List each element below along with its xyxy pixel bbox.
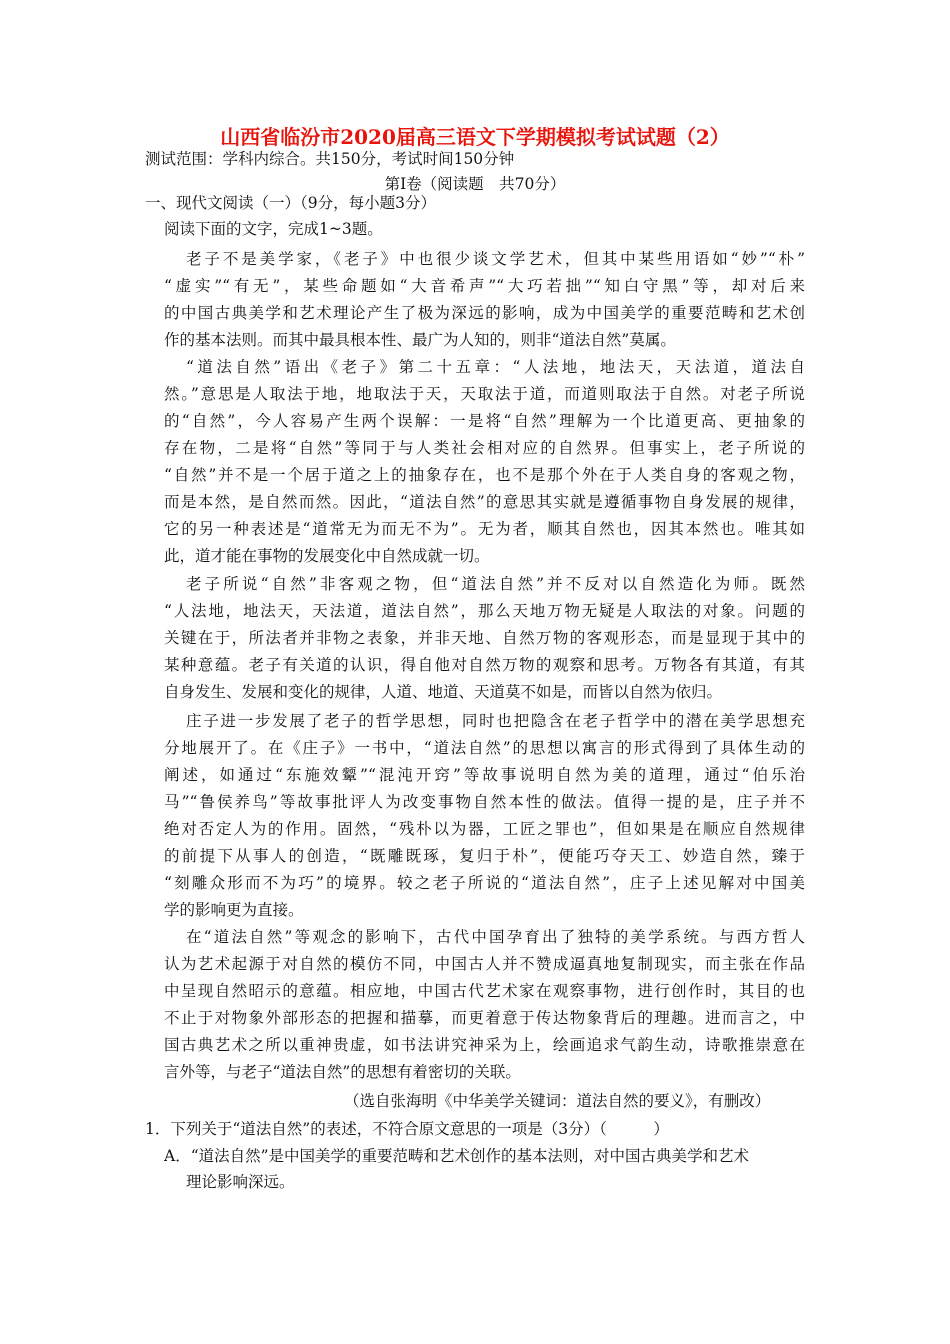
text-line: 存在物，二是将“自然”等同于与人类社会相对应的自然界。但事实上，老子所说的 [164, 439, 805, 457]
text-line: 国古典艺术之所以重神贵虚，如书法讲究神采为上，绘画追求气韵生动，诗歌推崇意在 [164, 1036, 805, 1054]
text-line: 它的另一种表述是“道常无为而无不为”。无为者，顺其自然也，因其本然也。唯其如 [164, 520, 805, 538]
question-1-option-a: A．“道法自然”是中国美学的重要范畴和艺术创作的基本法则，对中国古典美学和艺术 [164, 1147, 750, 1165]
text-line: 的前提下从事人的创造，“既雕既琢，复归于朴”，便能巧夺天工、妙造自然，臻于 [164, 847, 805, 865]
text-line: “虚实”“有无”，某些命题如“大音希声”“大巧若拙”“知白守黑”等，却对后来 [164, 277, 805, 295]
text-line: 自身发生、发展和变化的规律，人道、地道、天道莫不如是，而皆以自然为依归。 [164, 683, 723, 701]
question-1-option-a-cont: 理论影响深远。 [186, 1173, 295, 1191]
source-citation: （选自张海明《中华美学关键词：道法自然的要义》，有删改） [344, 1092, 771, 1110]
text-line: 庄子进一步发展了老子的哲学思想，同时也把隐含在老子哲学中的潜在美学思想充 [186, 712, 805, 730]
text-line: 然。”意思是人取法于地，地取法于天，天取法于道，而道则取法于自然。对老子所说 [164, 385, 805, 403]
test-scope: 测试范围：学科内综合。共150分，考试时间150分钟 [145, 150, 515, 168]
text-line: 此，道才能在事物的发展变化中自然成就一切。 [164, 547, 490, 565]
text-line: “人法地，地法天，天法道，道法自然”，那么天地万物无疑是人取法的对象。问题的 [164, 602, 805, 620]
text-line: 老子不是美学家，《老子》中也很少谈文学艺术，但其中某些用语如“妙”“朴” [186, 250, 805, 268]
text-line: 阐述，如通过“东施效颦”“混沌开窍”等故事说明自然为美的道理，通过“伯乐治 [164, 766, 805, 784]
document-title: 山西省临汾市2020届高三语文下学期模拟考试试题（2） [220, 125, 730, 149]
text-line: 分地展开了。在《庄子》一书中，“道法自然”的思想以寓言的形式得到了具体生动的 [164, 739, 805, 757]
text-line: 某种意蕴。老子有关道的认识，得自他对自然万物的观察和思考。万物各有其道，有其 [164, 656, 805, 674]
text-line: 中呈现自然昭示的意蕴。相应地，中国古代艺术家在观察事物，进行创作时，其目的也 [164, 982, 805, 1000]
reading-instruction: 阅读下面的文字，完成1~3题。 [164, 220, 383, 238]
text-line: 在“道法自然”等观念的影响下，古代中国孕育出了独特的美学系统。与西方哲人 [186, 928, 805, 946]
text-line: “道法自然”语出《老子》第二十五章：“人法地，地法天，天法道，道法自 [186, 358, 805, 376]
text-line: 的中国古典美学和艺术理论产生了极为深远的影响，成为中国美学的重要范畴和艺术创 [164, 304, 805, 322]
text-line: 不止于对物象外部形态的把握和描摹，而更着意于传达物象背后的理趣。进而言之，中 [164, 1009, 805, 1027]
text-line: 而是本然，是自然而然。因此，“道法自然”的意思其实就是遵循事物自身发展的规律， [164, 493, 805, 511]
text-line: “自然”并不是一个居于道之上的抽象存在，也不是那个外在于人类自身的客观之物， [164, 466, 805, 484]
section-heading: 一、现代文阅读（一）（9分，每小题3分） [145, 194, 436, 212]
text-line: 的“自然”，今人容易产生两个误解：一是将“自然”理解为一个比道更高、更抽象的 [164, 412, 805, 430]
text-line: 老子所说“自然”非客观之物，但“道法自然”并不反对以自然造化为师。既然 [186, 575, 805, 593]
question-1-stem: 1．下列关于“道法自然”的表述，不符合原文意思的一项是（3分）（ ） [145, 1120, 669, 1138]
text-line: 认为艺术起源于对自然的模仿不同，中国古人并不赞成逼真地复制现实，而主张在作品 [164, 955, 805, 973]
volume-heading: 第Ⅰ卷（阅读题 共70分） [384, 175, 566, 193]
text-line: “刻雕众形而不为巧”的境界。较之老子所说的“道法自然”，庄子上述见解对中国美 [164, 874, 805, 892]
text-line: 作的基本法则。而其中最具根本性、最广为人知的，则非“道法自然”莫属。 [164, 331, 676, 349]
text-line: 关键在于，所法者并非物之表象，并非天地、自然万物的客观形态，而是显现于其中的 [164, 629, 805, 647]
text-line: 学的影响更为直接。 [164, 901, 304, 919]
text-line: 绝对否定人为的作用。固然，“残朴以为器，工匠之罪也”，但如果是在顺应自然规律 [164, 820, 805, 838]
text-line: 马”“鲁侯养鸟”等故事批评人为改变事物自然本性的做法。值得一提的是，庄子并不 [164, 793, 805, 811]
text-line: 言外等，与老子“道法自然”的思想有着密切的关联。 [164, 1063, 521, 1081]
